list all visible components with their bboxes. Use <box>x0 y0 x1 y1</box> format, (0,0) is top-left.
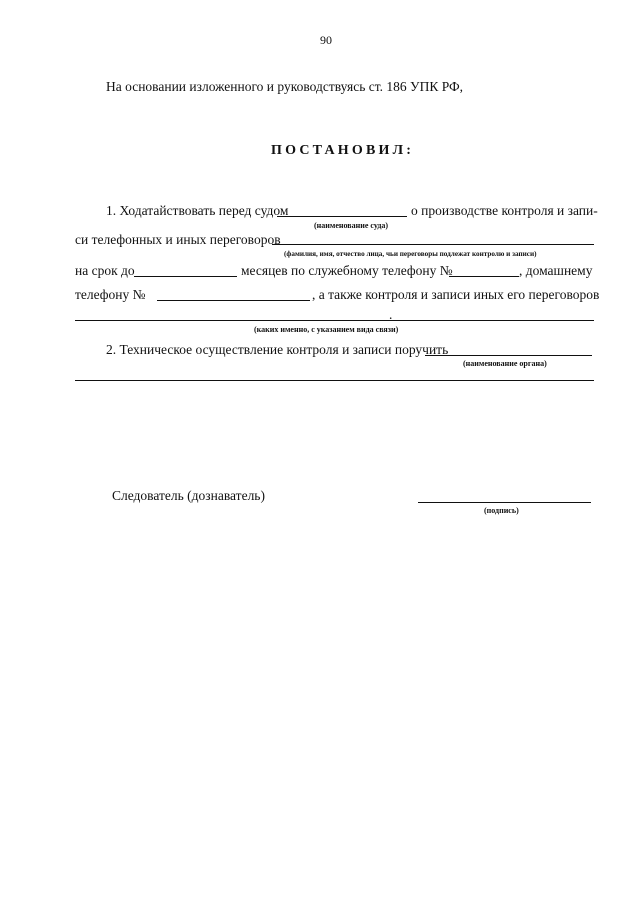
item2-line1-start: 2. Техническое осуществление контроля и записи поручить <box>106 342 449 357</box>
organ-name-continuation-field[interactable] <box>75 380 594 381</box>
signature-caption: (подпись) <box>484 506 519 515</box>
signature-field[interactable] <box>418 502 591 503</box>
court-name-field[interactable] <box>277 216 407 217</box>
other-communications-caption: (каких именно, с указанием вида связи) <box>254 325 399 334</box>
item1-line3-start: на срок до <box>75 263 135 278</box>
item1-line1-end: о производстве контроля и запи- <box>411 203 598 218</box>
item1-line2-start: си телефонных и иных переговоров <box>75 232 281 247</box>
item1-line4-end: , а также контроля и записи иных его переговоров <box>312 287 600 302</box>
investigator-label: Следователь (дознаватель) <box>112 488 265 503</box>
item1-line1-start: 1. Ходатайствовать перед судом <box>106 203 289 218</box>
item1-line3-end: , домашнему <box>519 263 593 278</box>
home-phone-field[interactable] <box>157 300 310 301</box>
document-title: ПОСТАНОВИЛ: <box>271 143 415 158</box>
item1-line3-mid: месяцев по служебному телефону № <box>241 263 453 278</box>
intro-text: На основании изложенного и руководствуясь ст. 186 УПК РФ, <box>106 79 464 94</box>
court-name-caption: (наименование суда) <box>314 221 389 230</box>
work-phone-field[interactable] <box>449 276 519 277</box>
page-number: 90 <box>320 33 332 47</box>
organ-name-field[interactable] <box>425 355 592 356</box>
item1-line5-dot: . <box>389 307 393 322</box>
person-name-caption: (фамилия, имя, отчество лица, чьи переговоры подлежат контролю и записи) <box>284 250 537 258</box>
term-months-field[interactable] <box>134 276 237 277</box>
person-name-field[interactable] <box>272 244 594 245</box>
organ-name-caption: (наименование органа) <box>463 359 547 368</box>
item1-line4-start: телефону № <box>75 287 146 302</box>
other-communications-field[interactable] <box>75 320 594 321</box>
